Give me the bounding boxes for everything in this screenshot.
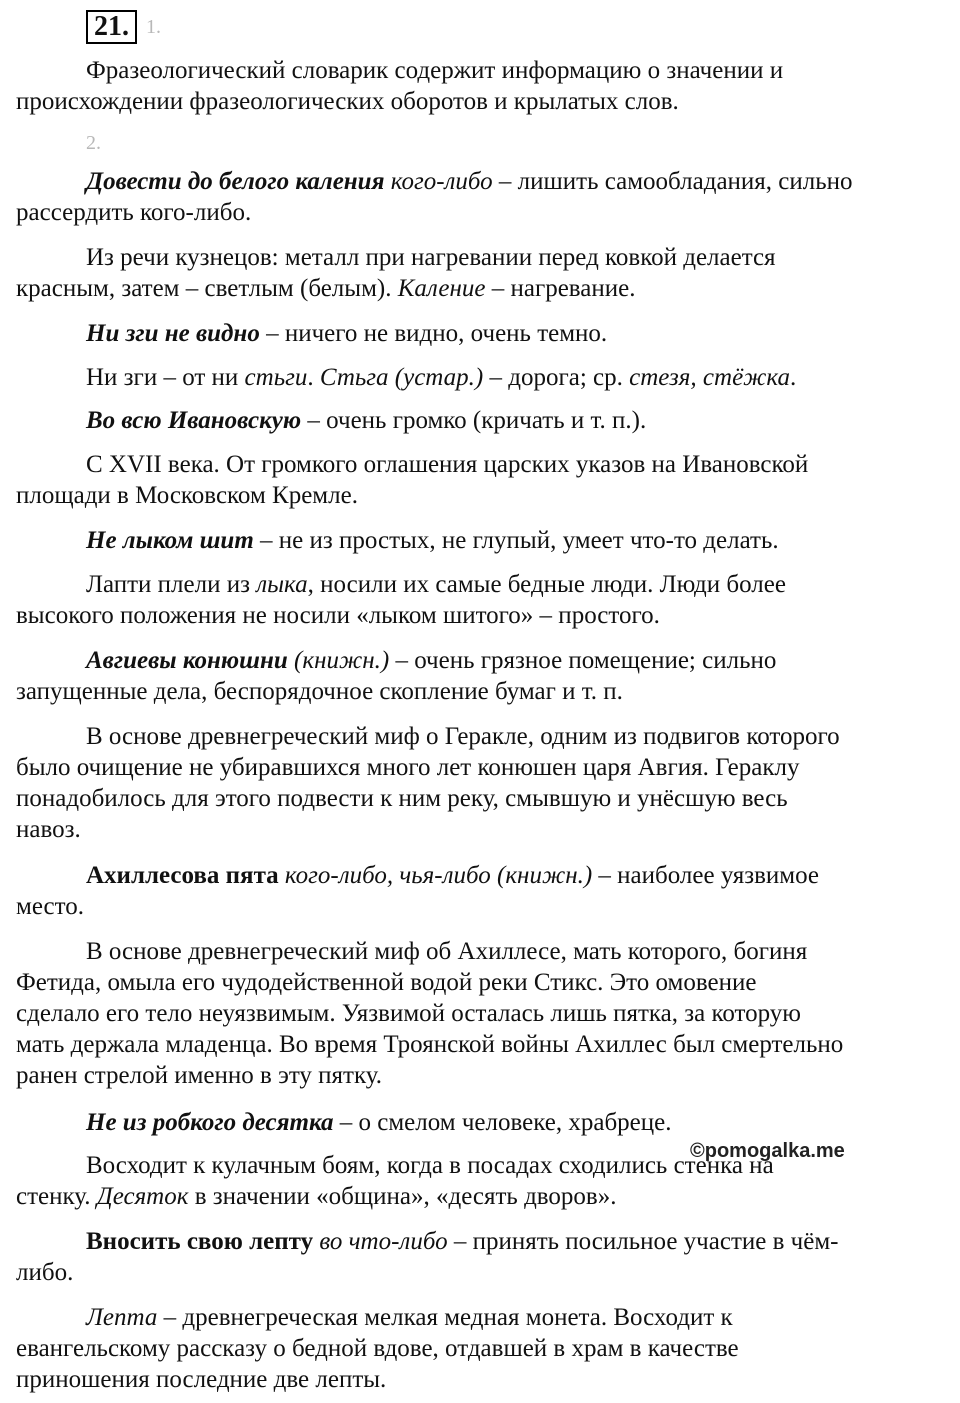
note-ni-zgi: Ни зги – от ни стьги. Стьга (устар.) – дорога; ср. стезя, стёжка. [86,364,797,391]
note-robkogo: Восходит к кулачным боям, когда в посадах сходились стенка на стенку. Десяток в значении «община», «десять дворов». [16,1152,774,1210]
entry-lykom-shit: Не лыком шит – не из простых, не глупый, умеет что-то делать. [86,527,779,554]
entry-lepta: Вносить свою лепту во что-либо – принять посильное участие в чём- либо. [16,1228,839,1286]
entry-dovesti: Довести до белого каления кого-либо – лишить самообладания, сильно рассердить кого-либо. [16,168,853,226]
exercise-number: 21. [86,10,137,44]
entry-avgievy: Авгиевы конюшни (книжн.) – очень грязное помещение; сильно запущенные дела, беспорядочное скопление бумаг и т. п. [16,647,777,705]
term: Довести до белого каления [86,168,385,195]
entry-ivanovskaya: Во всю Ивановскую – очень громко (кричать и т. п.). [86,407,647,434]
note-ivanovskaya: С XVII века. От громкого оглашения царских указов на Ивановской площади в Московском Кремле. [16,451,809,509]
entry-ni-zgi: Ни зги не видно – ничего не видно, очень темно. [86,320,608,347]
note-avgievy: В основе древнегреческий миф о Геракле, одним из подвигов которого было очищение не убиравшихся много лет конюшен царя Авгия. Гераклу понадобилось для этого подвести к ним реку, смывшую и унёсшую весь навоз. [16,723,840,843]
term: Авгиевы конюшни [86,647,288,674]
term: Ни зги не видно [86,320,260,347]
entry-akhillesova: Ахиллесова пята кого-либо, чья-либо (книжн.) – наиболее уязвимое место. [16,862,819,920]
term: Не из робкого десятка [86,1109,334,1136]
term: Вносить свою лепту [86,1228,314,1255]
subtask-2-label: 2. [86,132,101,154]
subtask-1-label: 1. [146,16,161,38]
watermark: ©pomogalka.me [690,1140,845,1162]
note-akhillesova: В основе древнегреческий миф об Ахиллесе, мать которого, богиня Фетида, омыла его чудодейственной водой реки Стикс. Это омовение сделало его тело неуязвимым. Уязвимой осталась лишь пятка, за которую мать держала младенца. Во время Троянской войны Ахиллес был смертельно ранен стрелой именно в эту пятку. [16,938,844,1089]
note-lepta: Лепта – древнегреческая мелкая медная монета. Восходит к евангельскому рассказу о бедной вдове, отдавшей в храм в качестве приношения последние две лепты. [16,1304,739,1393]
entry-robkogo: Не из робкого десятка – о смелом человеке, храбреце. [86,1109,672,1136]
note-lykom-shit: Лапти плели из лыка, носили их самые бедные люди. Люди более высокого положения не носили «лыком шитого» – простого. [16,571,786,629]
note-dovesti: Из речи кузнецов: металл при нагревании перед ковкой делается красным, затем – светлым (белым). Каление – нагревание. [16,244,776,302]
paragraph-intro: Фразеологический словарик содержит информацию о значении и происхождении фразеологических оборотов и крылатых слов. [16,57,784,115]
term: Во всю Ивановскую [86,407,302,434]
term: Ахиллесова пята [86,862,279,889]
term: Не лыком шит [86,527,254,554]
